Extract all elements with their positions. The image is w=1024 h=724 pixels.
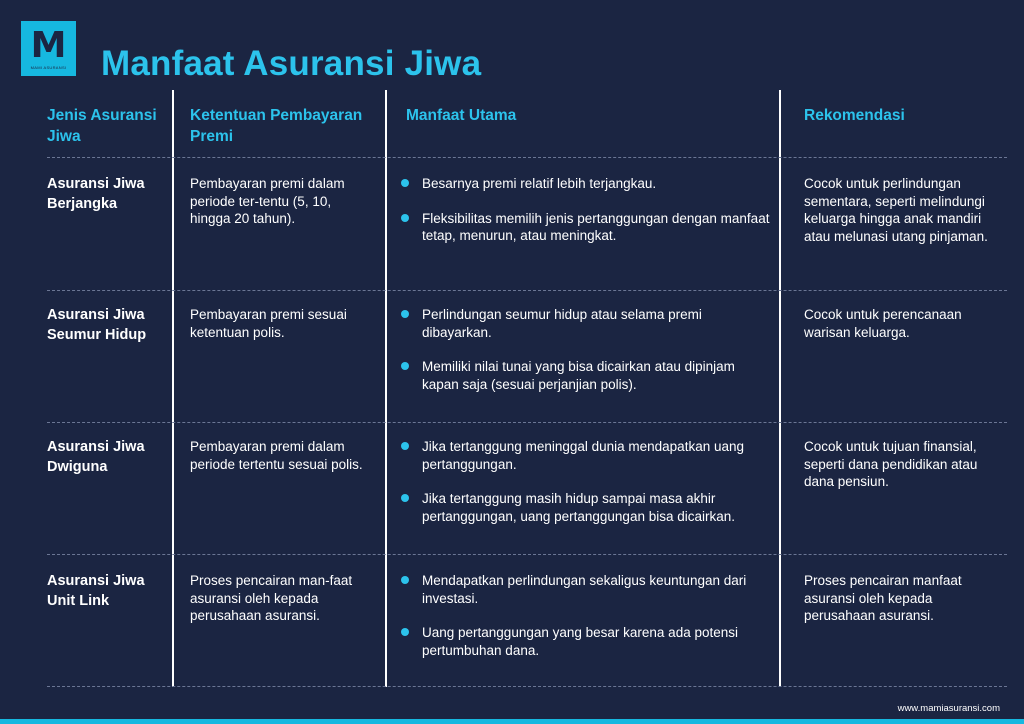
manfaat-text: Fleksibilitas memilih jenis pertanggungan dengan manfaat tetap, menurun, atau meningkat. <box>422 210 770 243</box>
manfaat-text: Memiliki nilai tunai yang bisa dicairkan atau dipinjam kapan saja (sesuai perjanjian polis). <box>422 359 735 392</box>
header-jenis: Jenis Asuransi Jiwa <box>47 107 157 145</box>
ketentuan-cell: Pembayaran premi sesuai ketentuan polis. <box>190 307 347 340</box>
row-divider <box>47 422 1007 423</box>
row-name: Asuransi Jiwa Berjangka <box>47 176 145 212</box>
manfaat-list <box>401 572 773 676</box>
row-divider <box>47 686 1007 687</box>
row-divider <box>47 157 1007 158</box>
header-ketentuan: Ketentuan Pembayaran Premi <box>190 107 363 145</box>
bullet-dot-icon <box>401 628 409 636</box>
footer-url: www.mamiasuransi.com <box>897 703 1000 714</box>
manfaat-item <box>401 624 773 659</box>
ketentuan-cell: Pembayaran premi dalam periode ter-tentu (5, 10, hingga 20 tahun). <box>190 176 345 226</box>
manfaat-text: Jika tertanggung meninggal dunia mendapatkan uang pertanggungan. <box>422 439 744 472</box>
row-name: Asuransi Jiwa Unit Link <box>47 573 145 609</box>
manfaat-item <box>401 306 773 341</box>
manfaat-text: Uang pertanggungan yang besar karena ada potensi pertumbuhan dana. <box>422 625 738 658</box>
manfaat-text: Besarnya premi relatif lebih terjangkau. <box>422 176 657 191</box>
manfaat-list <box>401 438 773 542</box>
rekomendasi-cell: Cocok untuk tujuan finansial, seperti dana pendidikan atau dana pensiun. <box>804 439 978 489</box>
row-name: Asuransi Jiwa Seumur Hidup <box>47 307 147 343</box>
bullet-dot-icon <box>401 576 409 584</box>
column-divider <box>385 90 387 687</box>
manfaat-list <box>401 175 773 262</box>
row-name: Asuransi Jiwa Dwiguna <box>47 439 145 475</box>
ketentuan-cell: Proses pencairan man-faat asuransi oleh kepada perusahaan asuransi. <box>190 573 353 623</box>
manfaat-text: Jika tertanggung masih hidup sampai masa akhir pertanggungan, uang pertanggungan bisa dicairkan. <box>422 491 735 524</box>
manfaat-text: Perlindungan seumur hidup atau selama premi dibayarkan. <box>422 307 702 340</box>
manfaat-text: Mendapatkan perlindungan sekaligus keuntungan dari investasi. <box>422 573 747 606</box>
bullet-dot-icon <box>401 362 409 370</box>
row-divider <box>47 290 1007 291</box>
page-title: Manfaat Asuransi Jiwa <box>101 44 482 83</box>
ketentuan-cell: Pembayaran premi dalam periode tertentu sesuai polis. <box>190 439 363 472</box>
column-divider <box>172 90 174 687</box>
bottom-accent-bar <box>0 719 1024 724</box>
bullet-dot-icon <box>401 179 409 187</box>
manfaat-item <box>401 358 773 393</box>
rekomendasi-cell: Proses pencairan manfaat asuransi oleh kepada perusahaan asuransi. <box>804 573 962 623</box>
bullet-dot-icon <box>401 442 409 450</box>
brand-logo <box>21 21 76 76</box>
header-rekomendasi: Rekomendasi <box>804 107 905 124</box>
bullet-dot-icon <box>401 214 409 222</box>
manfaat-item <box>401 210 773 245</box>
bullet-dot-icon <box>401 494 409 502</box>
manfaat-item <box>401 438 773 473</box>
bullet-dot-icon <box>401 310 409 318</box>
rekomendasi-cell: Cocok untuk perlindungan sementara, seperti melindungi keluarga hingga anak mandiri atau melunasi utang pinjaman. <box>804 176 988 244</box>
rekomendasi-cell: Cocok untuk perencanaan warisan keluarga. <box>804 307 962 340</box>
logo-subtext: MAMI ASURANSI <box>30 64 67 70</box>
manfaat-item <box>401 175 773 193</box>
manfaat-list <box>401 306 773 410</box>
logo-letter: M <box>30 24 67 66</box>
header-manfaat: Manfaat Utama <box>406 107 517 124</box>
row-divider <box>47 554 1007 555</box>
manfaat-item <box>401 490 773 525</box>
manfaat-item <box>401 572 773 607</box>
column-divider <box>779 90 781 687</box>
